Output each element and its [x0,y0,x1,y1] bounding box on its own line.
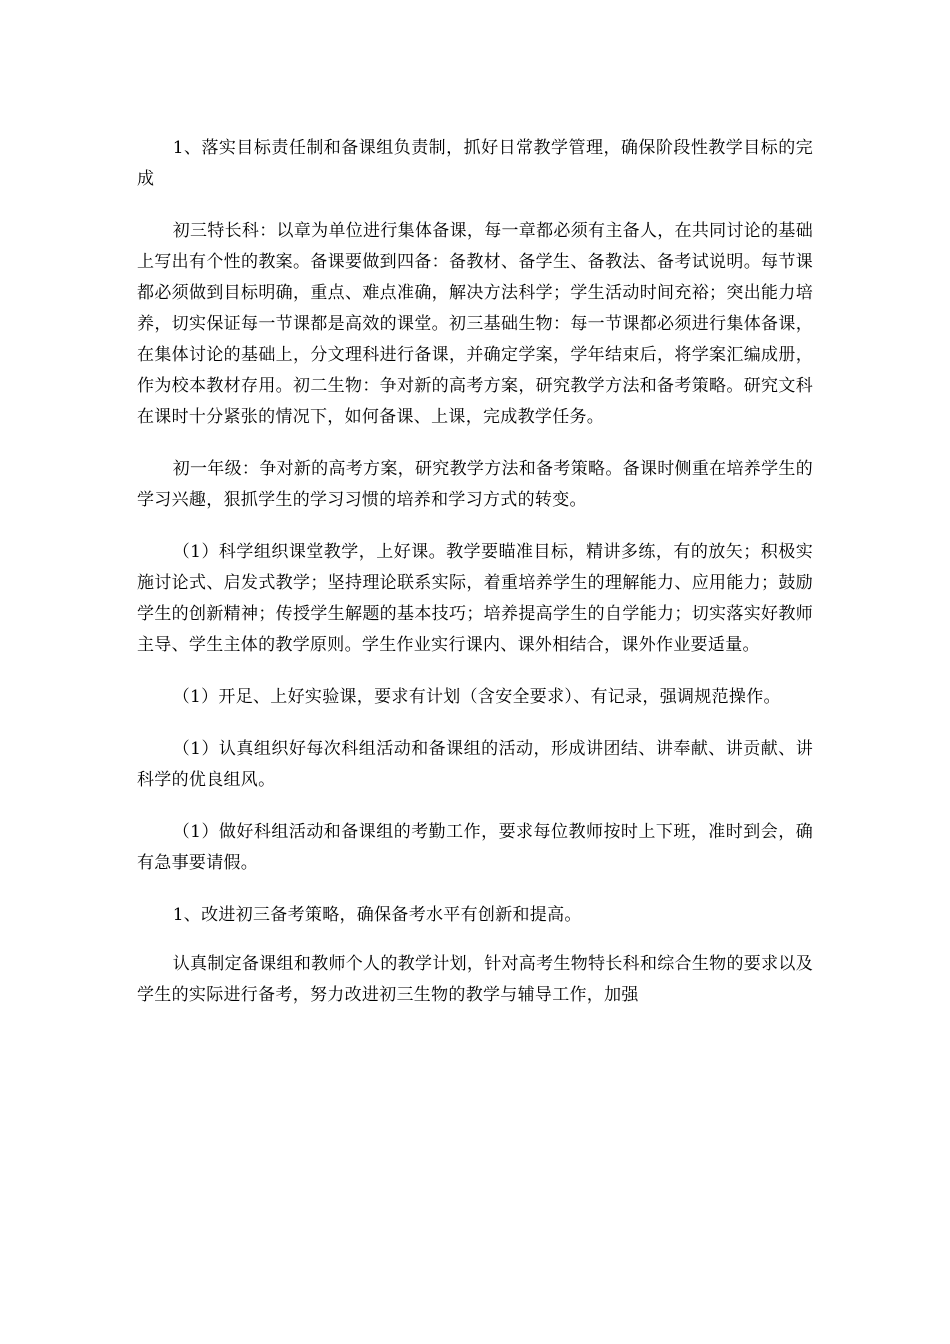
paragraph-lab-classes: （1）开足、上好实验课，要求有计划（含安全要求）、有记录，强调规范操作。 [172,687,781,707]
paragraph-grade-one-plan: 初一年级：争对新的高考方案，研究教学方法和备考策略。备课时侧重在培养学生的学习兴趣，狠抓学生的学习习惯的培养和学习方式的转变。 [137,459,813,510]
paragraph-attendance: （1）做好科组活动和备课组的考勤工作，要求每位教师按时上下班，准时到会，确有急事要请假。 [137,822,813,873]
paragraph-teaching-plan: 认真制定备课组和教师个人的教学计划，针对高考生物特长科和综合生物的要求以及学生的实际进行备考，努力改进初三生物的教学与辅导工作，加强 [137,954,813,1005]
paragraph-exam-strategy: 1、改进初三备考策略，确保备考水平有创新和提高。 [172,905,582,925]
paragraph-group-activities: （1）认真组织好每次科组活动和备课组的活动，形成讲团结、讲奉献、讲贡献、讲科学的优良组风。 [137,739,813,790]
paragraph-classroom-teaching: （1）科学组织课堂教学，上好课。教学要瞄准目标，精讲多练，有的放矢；积极实施讨论式、启发式教学；坚持理论联系实际，着重培养学生的理解能力、应用能力；鼓励学生的创新精神；传授学生解题的基本技巧；培养提高学生的自学能力；切实落实好教师主导、学生主体的教学原则。学生作业实行课内、课外相结合，课外作业要适量。 [137,542,813,655]
paragraph-grade-three-plan: 初三特长科：以章为单位进行集体备课，每一章都必须有主备人，在共同讨论的基础上写出有个性的教案。备课要做到四备：备教材、备学生、备教法、备考试说明。每节课都必须做到目标明确，重点、难点准确，解决方法科学；学生活动时间充裕；突出能力培养，切实保证每一节课都是高效的课堂。初三基础生物：每一节课都必须进行集体备课，在集体讨论的基础上，分文理科进行备课，并确定学案，学年结束后，将学案汇编成册，作为校本教材存用。初二生物：争对新的高考方案，研究教学方法和备考策略。研究文科在课时十分紧张的情况下，如何备课、上课，完成教学任务。 [137,221,813,427]
paragraph-target-responsibility: 1、落实目标责任制和备课组负责制，抓好日常教学管理，确保阶段性教学目标的完成 [137,138,813,189]
document-body [137,133,813,1032]
